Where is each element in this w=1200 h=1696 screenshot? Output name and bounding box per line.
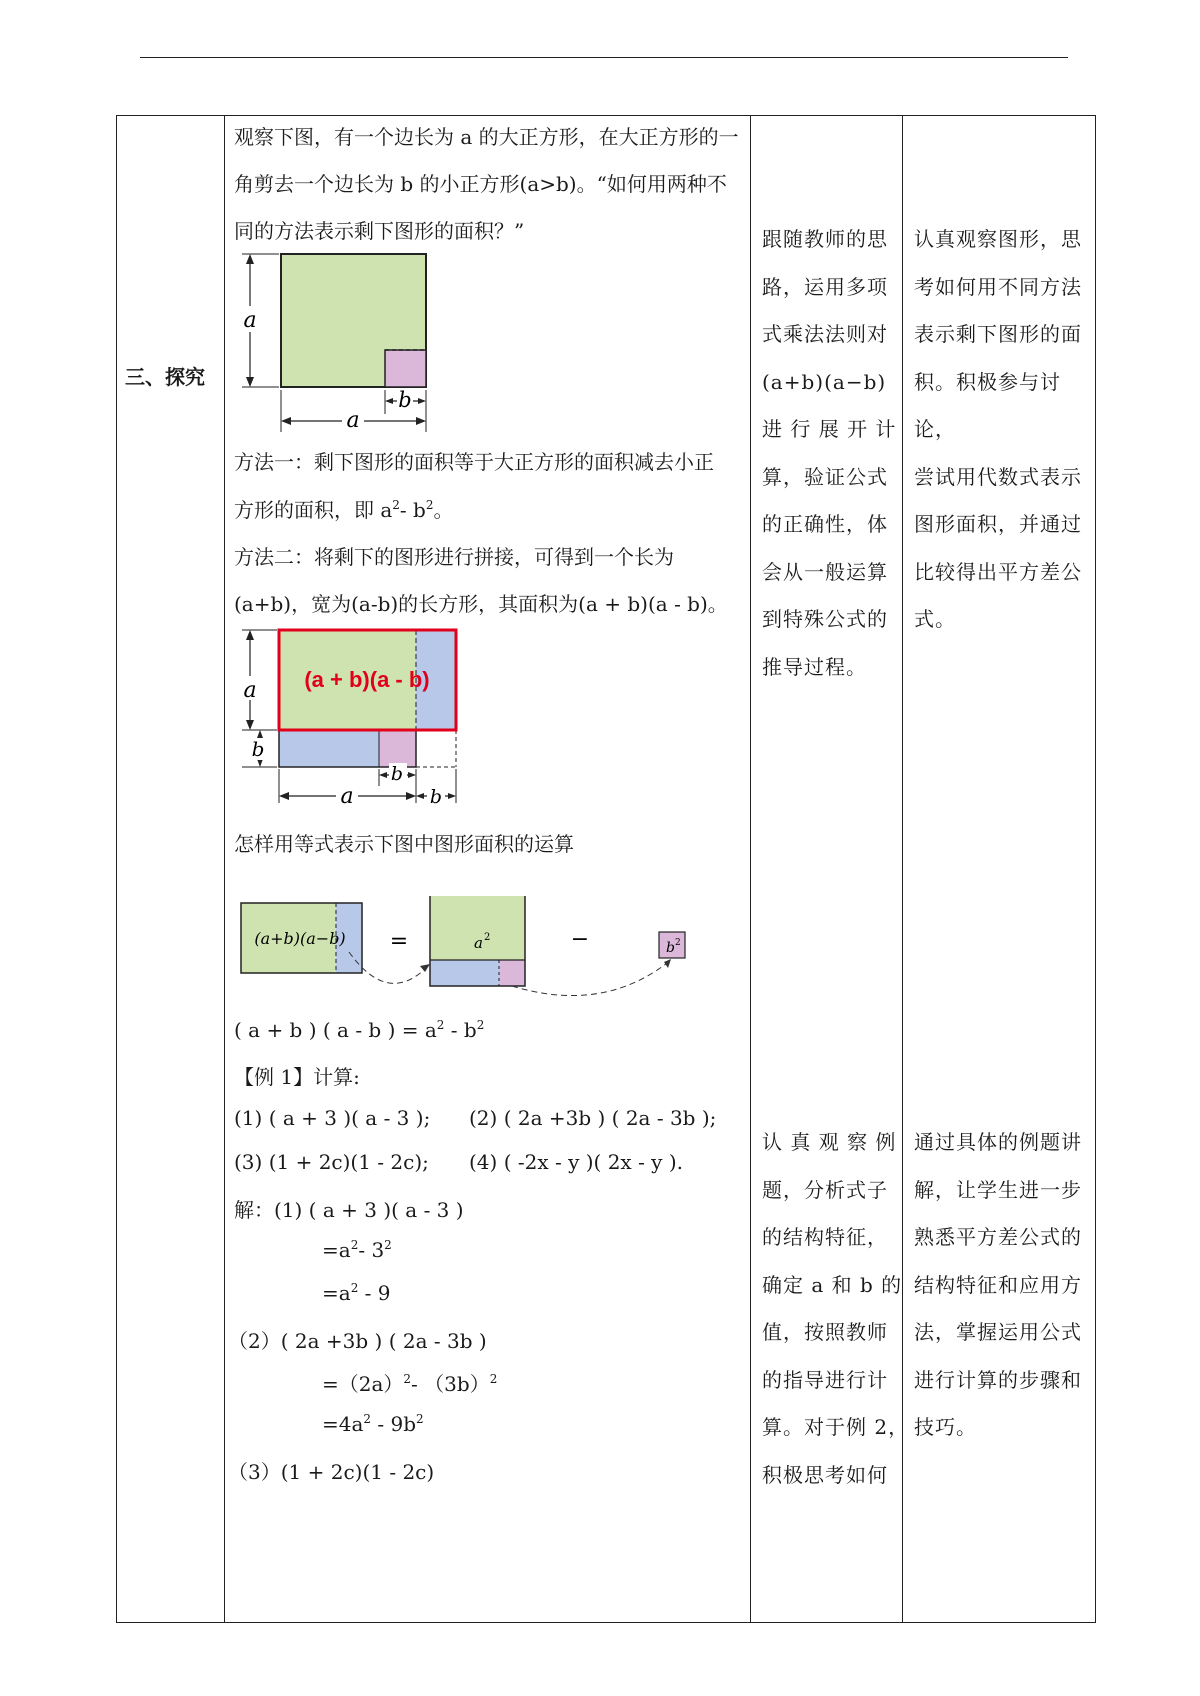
fig3-square-exponent: 2 — [484, 932, 491, 943]
column-divider — [750, 116, 751, 1622]
equation-prompt: 怎样用等式表示下图中图形面积的运算 — [234, 832, 574, 856]
fig2-overlay-label: (a + b)(a - b) — [304, 667, 430, 692]
fig3-small-label: b — [666, 940, 675, 956]
fig3-small-exponent: 2 — [675, 938, 681, 948]
side-line: 算，验证公式 — [762, 464, 888, 489]
side-line: 表示剩下图形的面 — [914, 322, 1082, 346]
side-line: 尝试用代数式表示 — [914, 464, 1082, 489]
fig2-label-b-mid: b — [390, 763, 404, 785]
side-line: 式。 — [914, 607, 956, 631]
fig3-minus: − — [570, 927, 590, 952]
side-line: 式乘法法则对 — [762, 322, 888, 346]
side-line: 推导过程。 — [762, 654, 867, 679]
solution-3-header: （3）(1 + 2c)(1 - 2c) — [228, 1460, 435, 1484]
example-item-1: (1) ( a + 3 )( a - 3 ); — [234, 1106, 431, 1130]
example-item-3: (3) (1 + 2c)(1 - 2c); — [234, 1150, 429, 1174]
top-rule — [140, 57, 1068, 58]
identity-line: ( a + b ) ( a - b ) = $a^2 - b^2$ — [234, 1018, 485, 1042]
side-line: 的指导进行计 — [762, 1367, 888, 1392]
method2-line2: (a+b)，宽为(a-b)的长方形，其面积为(a + b)(a - b)。 — [234, 592, 728, 616]
example-item-2: (2) ( 2a +3b ) ( 2a - 3b ); — [469, 1106, 717, 1130]
fig2-label-b-left: b — [251, 737, 265, 761]
side-line: 题，分析式子 — [762, 1177, 888, 1202]
method2-line1: 方法二：将剩下的图形进行拼接，可得到一个长为 — [234, 545, 674, 569]
side-line: 熟悉平方差公式的 — [914, 1225, 1082, 1249]
side-line: 比较得出平方差公 — [914, 559, 1082, 584]
student-activity-2 — [762, 1119, 909, 1499]
side-line: 到特殊公式的 — [762, 607, 888, 631]
stage-label: 三、探究 — [125, 365, 205, 389]
fig1-label-b: b — [398, 388, 412, 412]
design-intent-1 — [914, 216, 1095, 644]
side-line: 通过具体的例题讲 — [914, 1130, 1082, 1154]
figure-area-equation — [234, 896, 704, 1006]
side-line: 的结构特征， — [762, 1225, 888, 1249]
example-item-4: (4) ( -2x - y )( 2x - y ). — [469, 1150, 683, 1174]
side-line: 进 行 展 开 计 — [762, 417, 897, 441]
side-line: 值，按照教师 — [762, 1320, 888, 1344]
solution-1-step-1: $=a^2-$ $3^2$ — [322, 1238, 392, 1262]
side-line: 跟随教师的思 — [762, 227, 888, 251]
fig3-square-label: a — [474, 934, 483, 952]
side-line: 积极思考如何 — [762, 1462, 888, 1487]
side-line: 认真观察图形，思 — [914, 227, 1082, 251]
side-line: (a+b)(a−b) — [762, 369, 887, 394]
side-line: 解，让学生进一步 — [914, 1177, 1082, 1202]
fig1-label-a-bottom: a — [346, 408, 360, 433]
side-line: 考如何用不同方法 — [914, 274, 1082, 299]
intro-paragraph: 观察下图，有一个边长为 a 的大正方形，在大正方形的一角剪去一个边长为 b 的小正方形(a>b)。“如何用两种不同的方法表示剩下图形的面积？” — [234, 125, 739, 243]
fig2-label-b-right: b — [429, 786, 443, 808]
lesson-table — [116, 115, 1096, 1623]
method1-line2: 方形的面积，即 $a^2-$ $b^2$。 — [234, 498, 454, 522]
fig2-label-a: a — [243, 678, 257, 703]
solution-2-step-2: $=4a^2 - 9b^2$ — [322, 1412, 424, 1436]
method1-line1: 方法一：剩下图形的面积等于大正方形的面积减去小正 — [234, 450, 714, 474]
column-divider — [224, 116, 225, 1622]
fig1-label-a: a — [243, 308, 257, 333]
side-line: 法，掌握运用公式 — [914, 1320, 1082, 1344]
side-line: 路，运用多项 — [762, 274, 888, 299]
side-line: 认 真 观 察 例 — [762, 1130, 897, 1154]
side-line: 算。对于例 2， — [762, 1415, 910, 1439]
student-activity-1 — [762, 216, 896, 691]
solution-2-header: （2）( 2a +3b ) ( 2a - 3b ) — [228, 1329, 487, 1353]
example-title: 【例 1】计算: — [234, 1065, 360, 1089]
side-line: 进行计算的步骤和 — [914, 1367, 1082, 1392]
solution-1-header: 解：(1) ( a + 3 )( a - 3 ) — [234, 1198, 464, 1222]
side-line: 确定 a 和 b 的 — [762, 1272, 903, 1297]
solution-1-step-2: $=a^2 - 9$ — [322, 1281, 391, 1305]
fig2-label-a-bottom: a — [340, 784, 354, 809]
side-line: 的正确性，体 — [762, 512, 888, 536]
figure-square-minus-square — [234, 244, 434, 436]
side-line: 图形面积，并通过 — [914, 512, 1082, 536]
side-line: 会从一般运算 — [762, 559, 888, 584]
fig3-rect-label: (a+b)(a−b) — [254, 929, 346, 948]
figure-rearranged-rectangle — [234, 621, 460, 809]
solution-2-step-1: $=(2a)^2-$ $(3b)^2$ — [322, 1372, 498, 1396]
side-line: 技巧。 — [914, 1415, 977, 1439]
fig3-equals: = — [389, 929, 409, 954]
design-intent-2 — [914, 1119, 1082, 1452]
side-line: 结构特征和应用方 — [914, 1272, 1082, 1297]
side-line: 积。积极参与讨论， — [914, 369, 1061, 441]
